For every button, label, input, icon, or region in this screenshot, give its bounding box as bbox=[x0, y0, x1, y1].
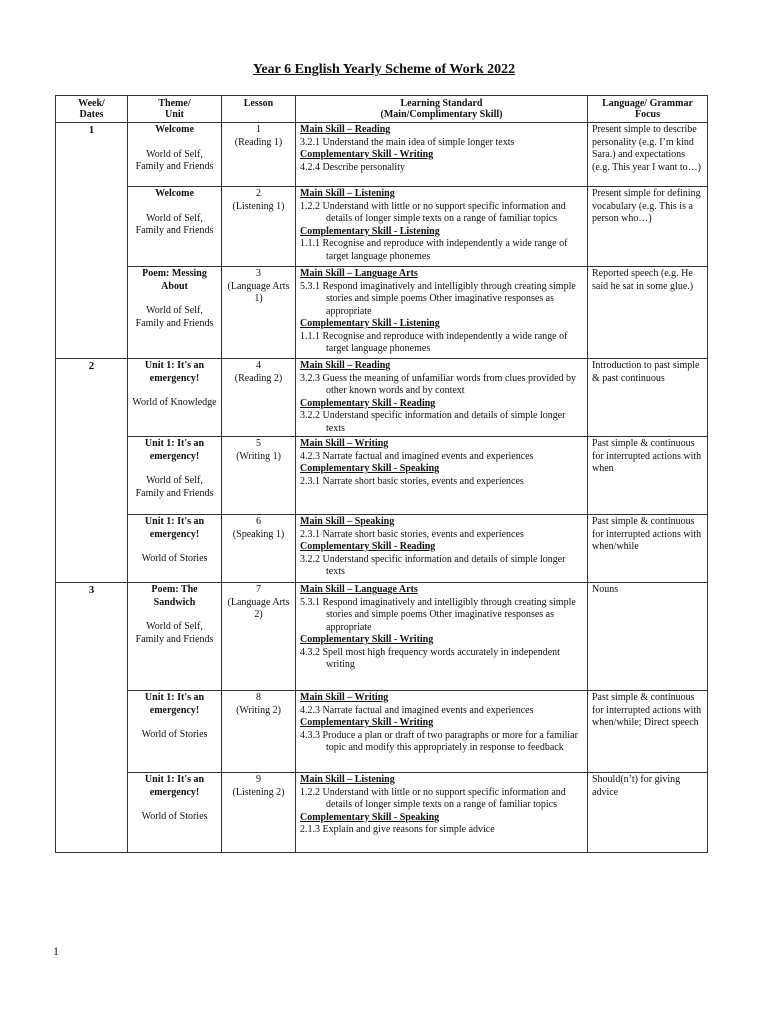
learning-standard-cell bbox=[296, 359, 588, 437]
theme-title: Welcome bbox=[155, 188, 194, 199]
main-standard-line: 4.2.3 Narrate factual and imagined events and experiences bbox=[300, 704, 534, 716]
header-grammar-focus: Language/ Grammar Focus bbox=[588, 96, 708, 123]
week-number: 2 bbox=[88, 360, 95, 372]
complementary-skill-label: Complementary Skill - Listening bbox=[300, 225, 440, 237]
theme-world: World of Knowledge bbox=[132, 397, 217, 408]
table-body bbox=[56, 123, 708, 853]
header-week: Week/ Dates bbox=[56, 96, 128, 123]
theme-title: Unit 1: It's an emergency! bbox=[144, 516, 205, 540]
complementary-standard-line: 2.3.1 Narrate short basic stories, events and experiences bbox=[300, 475, 524, 487]
theme-title: Unit 1: It's an emergency! bbox=[144, 438, 205, 462]
complementary-standard-line: 2.1.3 Explain and give reasons for simple advice bbox=[300, 824, 495, 835]
theme-title: Unit 1: It's an emergency! bbox=[144, 692, 205, 716]
main-skill-label: Main Skill – Writing bbox=[300, 438, 389, 449]
theme-world: World of Self, Family and Friends bbox=[135, 621, 214, 645]
main-standard-line: 1.2.2 Understand with little or no support specific information and details of longer simple texts on a range of familiar topics bbox=[300, 200, 566, 224]
lesson-cell bbox=[222, 691, 296, 773]
page-number: 1 bbox=[53, 944, 59, 958]
theme-cell bbox=[128, 773, 222, 853]
table-row bbox=[56, 583, 708, 691]
table-row bbox=[56, 691, 708, 773]
header-lesson: Lesson bbox=[222, 96, 296, 123]
complementary-standard-line: 4.2.4 Describe personality bbox=[300, 161, 405, 173]
lesson-cell bbox=[222, 773, 296, 853]
main-standard-line: 4.2.3 Narrate factual and imagined events and experiences bbox=[300, 450, 534, 462]
theme-title: Unit 1: It's an emergency! bbox=[144, 774, 205, 798]
complementary-skill-label: Complementary Skill - Reading bbox=[300, 541, 436, 552]
lesson-number: 5 bbox=[256, 438, 261, 449]
complementary-skill-label: Complementary Skill - Reading bbox=[300, 397, 436, 409]
main-skill-label: Main Skill – Writing bbox=[300, 692, 389, 703]
table-row bbox=[56, 773, 708, 853]
lesson-cell bbox=[222, 515, 296, 583]
theme-cell bbox=[128, 437, 222, 515]
theme-world: World of Stories bbox=[141, 729, 208, 740]
grammar-focus-text: Past simple & continuous for interrupted actions with when/while; Direct speech bbox=[592, 692, 702, 728]
grammar-focus-cell bbox=[588, 187, 708, 267]
learning-standard-cell bbox=[296, 583, 588, 691]
grammar-focus-text: Introduction to past simple & past continuous bbox=[592, 360, 700, 384]
week-cell bbox=[56, 583, 128, 853]
grammar-focus-text: Reported speech (e.g. He said he sat in some glue.) bbox=[592, 268, 694, 292]
week-number: 1 bbox=[88, 124, 95, 136]
main-standard-line: 2.3.1 Narrate short basic stories, events and experiences bbox=[300, 528, 524, 540]
lesson-number: 4 bbox=[256, 360, 261, 371]
complementary-standard-line: 4.3.3 Produce a plan or draft of two paragraphs or more for a familiar topic and modify this appropriately in response to feedback bbox=[300, 729, 578, 753]
lesson-cell bbox=[222, 267, 296, 359]
main-standard-line: 1.2.2 Understand with little or no support specific information and details of longer simple texts on a range of familiar topics bbox=[300, 786, 566, 810]
week-cell bbox=[56, 123, 128, 359]
lesson-number: 2 bbox=[256, 188, 261, 199]
grammar-focus-text: Present simple to describe personality (e.g. I’m kind Sara.) and expectations (e.g. This year I want to…) bbox=[592, 124, 701, 173]
complementary-standard-line: 3.2.2 Understand specific information and details of simple longer texts bbox=[300, 410, 566, 434]
lesson-cell bbox=[222, 583, 296, 691]
header-learning-standard: Learning Standard (Main/Complimentary Skill) bbox=[296, 96, 588, 123]
lesson-name: (Speaking 1) bbox=[232, 528, 285, 540]
table-row bbox=[56, 515, 708, 583]
main-standard-line: 3.2.1 Understand the main idea of simple longer texts bbox=[300, 136, 515, 148]
theme-world: World of Self, Family and Friends bbox=[135, 212, 214, 236]
lesson-number: 1 bbox=[256, 124, 261, 135]
lesson-name: (Reading 2) bbox=[234, 372, 283, 384]
main-standard-line: 5.3.1 Respond imaginatively and intelligibly through creating simple stories and simple poems Other imaginative responses as appropriate bbox=[300, 280, 576, 317]
theme-cell bbox=[128, 515, 222, 583]
table-row bbox=[56, 359, 708, 437]
complementary-skill-label: Complementary Skill - Speaking bbox=[300, 811, 440, 823]
grammar-focus-text: Past simple & continuous for interrupted actions with when bbox=[592, 438, 702, 474]
main-skill-label: Main Skill – Language Arts bbox=[300, 584, 418, 595]
lesson-number: 9 bbox=[256, 774, 261, 785]
theme-cell bbox=[128, 691, 222, 773]
complementary-standard-line: 4.3.2 Spell most high frequency words accurately in independent writing bbox=[300, 646, 560, 670]
lesson-cell bbox=[222, 123, 296, 187]
learning-standard-cell bbox=[296, 123, 588, 187]
grammar-focus-text: Present simple for defining vocabulary (e.g. This is a person who…) bbox=[592, 188, 701, 224]
grammar-focus-text: Nouns bbox=[592, 584, 619, 595]
table-header-row bbox=[56, 96, 708, 123]
learning-standard-cell bbox=[296, 515, 588, 583]
lesson-cell bbox=[222, 359, 296, 437]
lesson-cell bbox=[222, 437, 296, 515]
document-title: Year 6 English Yearly Scheme of Work 2022 bbox=[252, 62, 516, 77]
learning-standard-cell bbox=[296, 187, 588, 267]
lesson-name: (Writing 1) bbox=[236, 450, 281, 462]
theme-world: World of Self, Family and Friends bbox=[135, 148, 214, 172]
complementary-skill-label: Complementary Skill - Writing bbox=[300, 149, 434, 160]
theme-world: World of Stories bbox=[141, 553, 208, 564]
complementary-skill-label: Complementary Skill - Writing bbox=[300, 717, 434, 728]
theme-cell bbox=[128, 123, 222, 187]
scheme-of-work-table bbox=[55, 95, 708, 853]
theme-cell bbox=[128, 583, 222, 691]
lesson-name: (Writing 2) bbox=[236, 704, 281, 716]
main-skill-label: Main Skill – Listening bbox=[300, 188, 395, 199]
table-row bbox=[56, 187, 708, 267]
main-standard-line: 3.2.3 Guess the meaning of unfamiliar words from clues provided by other known words and by context bbox=[300, 372, 577, 396]
complementary-standard-line: 1.1.1 Recognise and reproduce with independently a wide range of target language phonemes bbox=[300, 330, 568, 354]
lesson-number: 6 bbox=[256, 516, 261, 527]
main-skill-label: Main Skill – Language Arts bbox=[300, 268, 418, 279]
complementary-skill-label: Complementary Skill - Writing bbox=[300, 634, 434, 645]
grammar-focus-cell bbox=[588, 123, 708, 187]
header-theme: Theme/ Unit bbox=[128, 96, 222, 123]
theme-world: World of Self, Family and Friends bbox=[135, 305, 214, 329]
lesson-name: (Language Arts 2) bbox=[227, 596, 290, 620]
grammar-focus-cell bbox=[588, 437, 708, 515]
week-cell bbox=[56, 359, 128, 583]
grammar-focus-cell bbox=[588, 359, 708, 437]
theme-title: Welcome bbox=[155, 124, 194, 135]
grammar-focus-text: Should(n’t) for giving advice bbox=[592, 774, 681, 798]
main-skill-label: Main Skill – Listening bbox=[300, 774, 395, 785]
theme-cell bbox=[128, 187, 222, 267]
grammar-focus-cell bbox=[588, 515, 708, 583]
table-row bbox=[56, 123, 708, 187]
theme-cell bbox=[128, 267, 222, 359]
week-number: 3 bbox=[88, 584, 95, 596]
learning-standard-cell bbox=[296, 437, 588, 515]
lesson-number: 8 bbox=[256, 692, 261, 703]
complementary-skill-label: Complementary Skill - Listening bbox=[300, 318, 440, 329]
grammar-focus-cell bbox=[588, 583, 708, 691]
learning-standard-cell bbox=[296, 691, 588, 773]
main-standard-line: 5.3.1 Respond imaginatively and intelligibly through creating simple stories and simple poems Other imaginative responses as appropriate bbox=[300, 596, 576, 633]
lesson-name: (Listening 2) bbox=[232, 786, 285, 798]
complementary-standard-line: 1.1.1 Recognise and reproduce with independently a wide range of target language phonemes bbox=[300, 238, 568, 262]
grammar-focus-cell bbox=[588, 691, 708, 773]
grammar-focus-cell bbox=[588, 773, 708, 853]
theme-cell bbox=[128, 359, 222, 437]
table-row bbox=[56, 437, 708, 515]
lesson-number: 7 bbox=[256, 584, 261, 595]
main-skill-label: Main Skill – Reading bbox=[300, 360, 391, 371]
theme-title: Poem: Messing About bbox=[142, 268, 207, 292]
theme-title: Poem: The Sandwich bbox=[151, 584, 198, 608]
lesson-name: (Reading 1) bbox=[234, 136, 283, 148]
learning-standard-cell bbox=[296, 267, 588, 359]
grammar-focus-cell bbox=[588, 267, 708, 359]
theme-world: World of Stories bbox=[141, 811, 208, 822]
learning-standard-cell bbox=[296, 773, 588, 853]
lesson-cell bbox=[222, 187, 296, 267]
lesson-name: (Language Arts 1) bbox=[227, 280, 290, 304]
complementary-standard-line: 3.2.2 Understand specific information and details of simple longer texts bbox=[300, 553, 566, 577]
main-skill-label: Main Skill – Reading bbox=[300, 124, 391, 135]
complementary-skill-label: Complementary Skill - Speaking bbox=[300, 463, 440, 474]
lesson-number: 3 bbox=[256, 268, 261, 279]
theme-world: World of Self, Family and Friends bbox=[135, 475, 214, 499]
table-row bbox=[56, 267, 708, 359]
theme-title: Unit 1: It's an emergency! bbox=[144, 360, 205, 384]
grammar-focus-text: Past simple & continuous for interrupted actions with when/while bbox=[592, 516, 702, 552]
lesson-name: (Listening 1) bbox=[232, 200, 285, 212]
main-skill-label: Main Skill – Speaking bbox=[300, 516, 395, 527]
